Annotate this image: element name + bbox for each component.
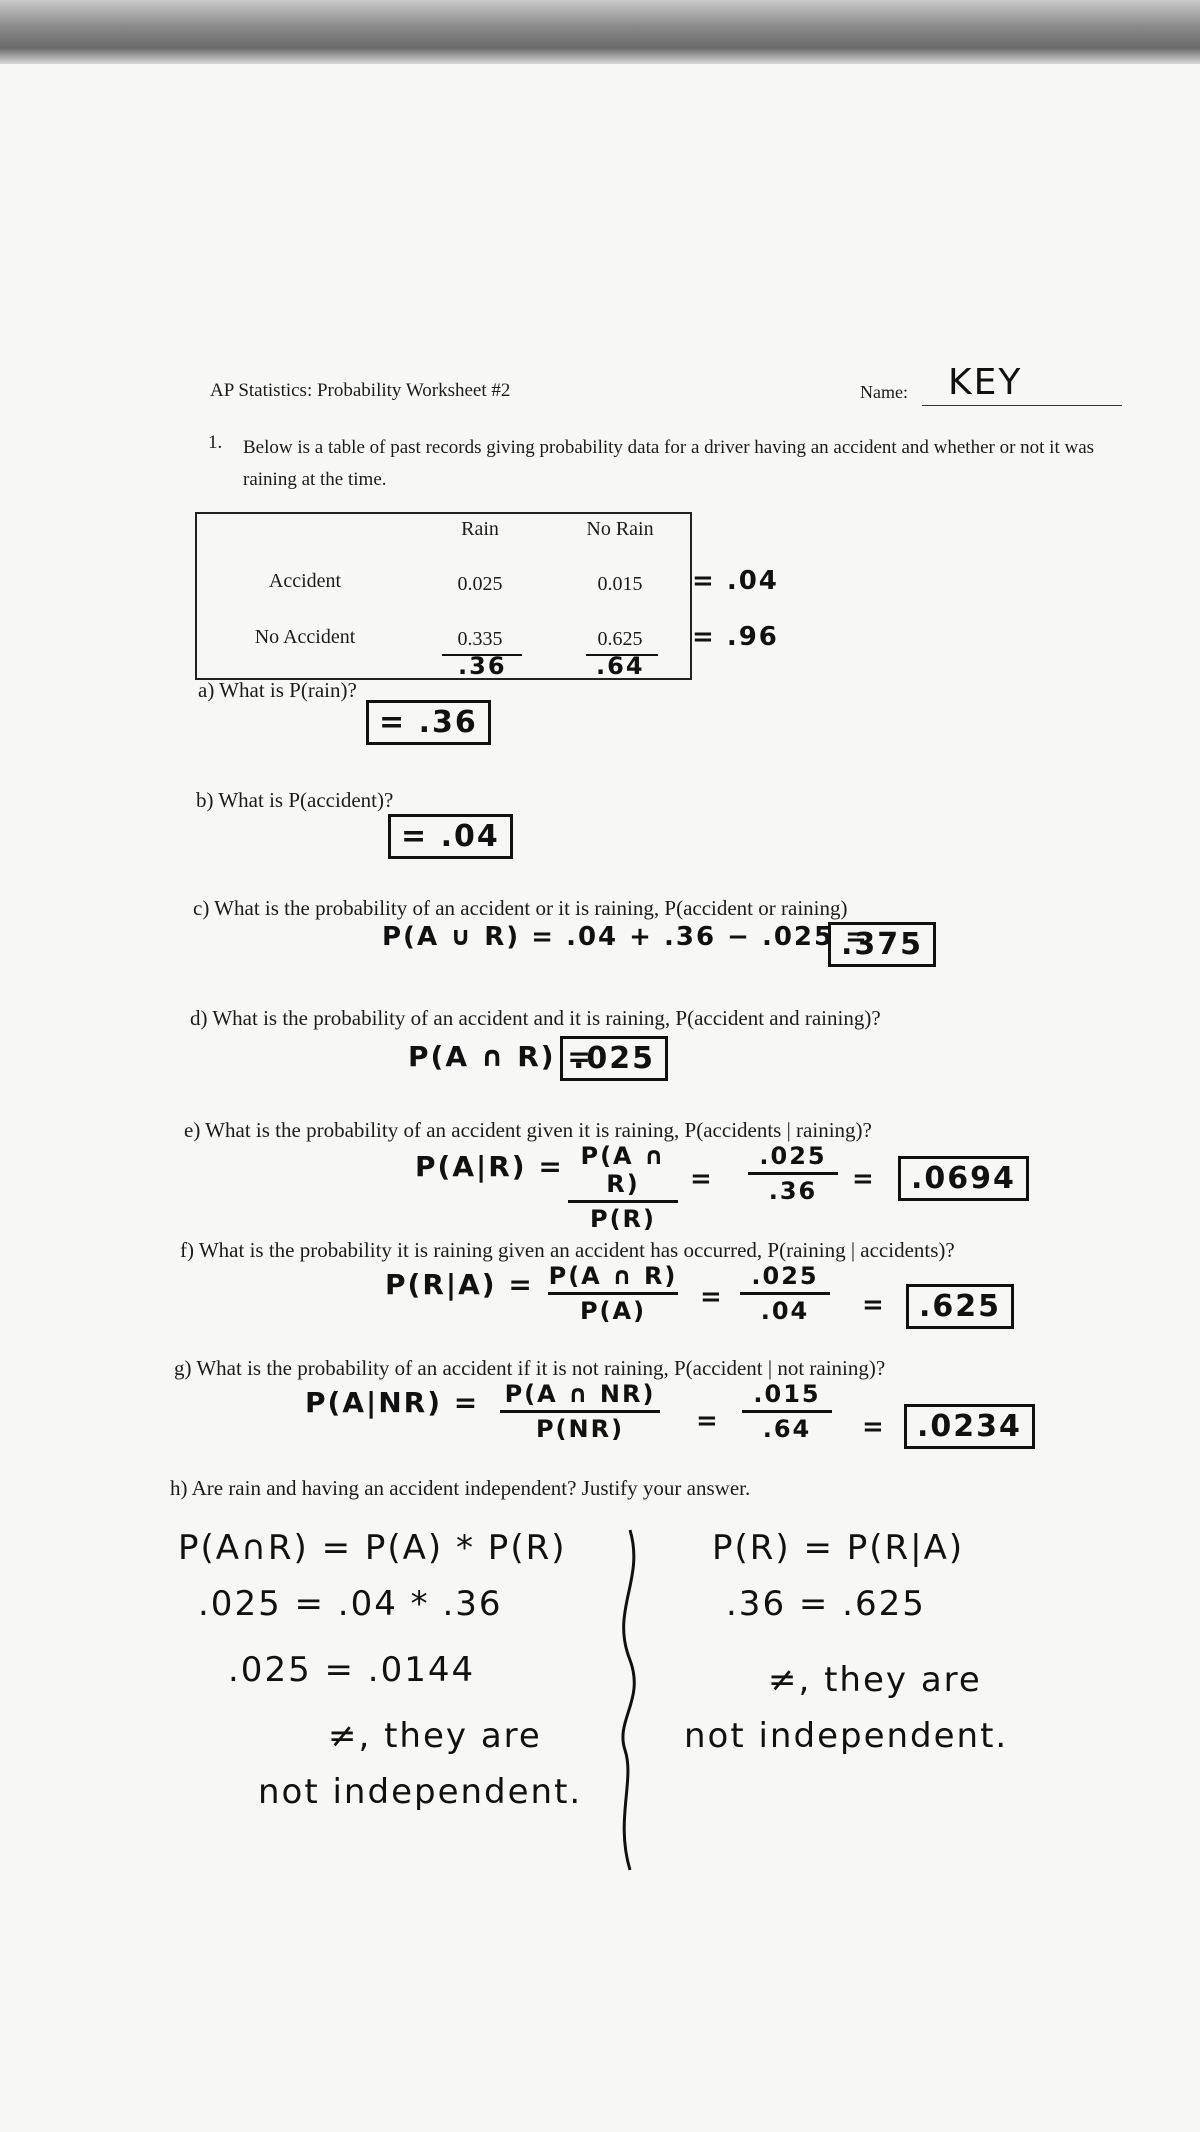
fraction-e-values-denominator: .36 xyxy=(768,1177,818,1205)
equals-f-2: = xyxy=(862,1290,886,1320)
justification-left-line: P(A∩R) = P(A) * P(R) xyxy=(178,1528,567,1568)
justification-left-line: ≠, they are xyxy=(328,1716,542,1756)
lhs-e: P(A|R) = xyxy=(415,1150,564,1183)
name-label: Name: xyxy=(860,382,908,402)
row-label-no-accident: No Accident xyxy=(254,626,356,648)
question-b: b) What is P(accident)? xyxy=(196,788,394,812)
row-total-no-accident: = .96 xyxy=(692,622,779,652)
fraction-e-formula-denominator: P(R) xyxy=(589,1205,656,1233)
fraction-bar xyxy=(742,1410,832,1413)
fraction-e-formula xyxy=(568,1142,678,1233)
question-g: g) What is the probability of an accident if it is not raining, P(accident | not raining)? xyxy=(174,1356,886,1380)
lhs-f: P(R|A) = xyxy=(385,1268,534,1301)
justification-right-line: not independent. xyxy=(684,1716,1009,1756)
justification-right-line: .36 = .625 xyxy=(726,1584,926,1624)
fraction-g-values-denominator: .64 xyxy=(762,1415,812,1443)
fraction-g-formula xyxy=(500,1380,660,1443)
question-d: d) What is the probability of an accident and it is raining, P(accident and raining)? xyxy=(190,1006,881,1030)
justification-left-line: not independent. xyxy=(258,1772,583,1812)
col-header-no-rain: No Rain xyxy=(586,518,654,540)
fraction-f-values-numerator: .025 xyxy=(751,1262,819,1290)
question-h: h) Are rain and having an accident independent? Justify your answer. xyxy=(170,1476,751,1500)
fraction-e-values-numerator: .025 xyxy=(759,1142,827,1170)
fraction-bar xyxy=(500,1410,660,1413)
question-e: e) What is the probability of an accident given it is raining, P(accidents | raining)? xyxy=(184,1118,872,1142)
fraction-f-values-denominator: .04 xyxy=(760,1297,810,1325)
justification-left xyxy=(178,1520,582,1820)
work-c: P(A ∪ R) = .04 + .36 − .025 = xyxy=(382,922,869,952)
answer-g: .0234 xyxy=(904,1404,1035,1449)
cell-accident-no-rain: 0.015 xyxy=(597,573,643,595)
fraction-g-values-numerator: .015 xyxy=(753,1380,821,1408)
answer-d: .025 xyxy=(560,1036,668,1081)
cell-no-accident-no-rain: 0.625 xyxy=(597,628,643,650)
answer-b: = .04 xyxy=(388,814,513,859)
fraction-bar xyxy=(548,1292,678,1295)
justification-left-line: .025 = .04 * .36 xyxy=(198,1584,503,1624)
cell-accident-rain: 0.025 xyxy=(457,573,503,595)
fraction-e-values xyxy=(748,1142,838,1205)
fraction-e-formula-numerator: P(A ∩ R) xyxy=(580,1142,666,1198)
scan-edge-shadow xyxy=(0,0,1200,64)
fraction-g-formula-denominator: P(NR) xyxy=(535,1415,625,1443)
fraction-bar xyxy=(568,1200,678,1203)
question-a: a) What is P(rain)? xyxy=(198,678,357,702)
lhs-g: P(A|NR) = xyxy=(305,1386,480,1419)
row-label-accident: Accident xyxy=(268,570,342,592)
col-total-rain: .36 xyxy=(458,652,507,680)
brace-divider xyxy=(600,1520,660,1880)
justification-left-line: .025 = .0144 xyxy=(228,1650,476,1690)
fraction-f-formula xyxy=(548,1262,678,1325)
equals-g-2: = xyxy=(862,1412,886,1442)
answer-a: = .36 xyxy=(366,700,491,745)
equals-e-1: = xyxy=(690,1164,714,1194)
justification-right-line: ≠, they are xyxy=(768,1660,982,1700)
col-header-rain: Rain xyxy=(461,518,499,540)
question-f: f) What is the probability it is raining given an accident has occurred, P(raining | accidents)? xyxy=(180,1238,955,1262)
col-total-no-rain: .64 xyxy=(596,652,645,680)
problem-number: 1. xyxy=(208,432,223,453)
cell-no-accident-rain: 0.335 xyxy=(457,628,503,650)
name-value: KEY xyxy=(948,362,1023,403)
fraction-bar xyxy=(748,1172,838,1175)
justification-right-line: P(R) = P(R|A) xyxy=(712,1528,965,1568)
fraction-f-formula-denominator: P(A) xyxy=(579,1297,647,1325)
answer-f: .625 xyxy=(906,1284,1014,1329)
answer-c: .375 xyxy=(828,922,936,967)
fraction-f-values xyxy=(740,1262,830,1325)
name-underline xyxy=(922,405,1122,406)
problem-text: Below is a table of past records giving probability data for a driver having an accident and whether or not it was raining at the time. xyxy=(243,437,1095,490)
work-d: P(A ∩ R) = xyxy=(408,1040,593,1073)
fraction-bar xyxy=(740,1292,830,1295)
row-total-accident: = .04 xyxy=(692,566,779,596)
worksheet-title: AP Statistics: Probability Worksheet #2 xyxy=(210,380,511,401)
equals-f-1: = xyxy=(700,1282,724,1312)
fraction-g-values xyxy=(742,1380,832,1443)
fraction-f-formula-numerator: P(A ∩ R) xyxy=(548,1262,678,1290)
justification-right xyxy=(684,1520,1009,1764)
equals-g-1: = xyxy=(696,1406,720,1436)
question-c: c) What is the probability of an accident or it is raining, P(accident or raining) xyxy=(193,896,848,920)
equals-e-2: = xyxy=(852,1164,876,1194)
fraction-g-formula-numerator: P(A ∩ NR) xyxy=(504,1380,656,1408)
answer-e: .0694 xyxy=(898,1156,1029,1201)
